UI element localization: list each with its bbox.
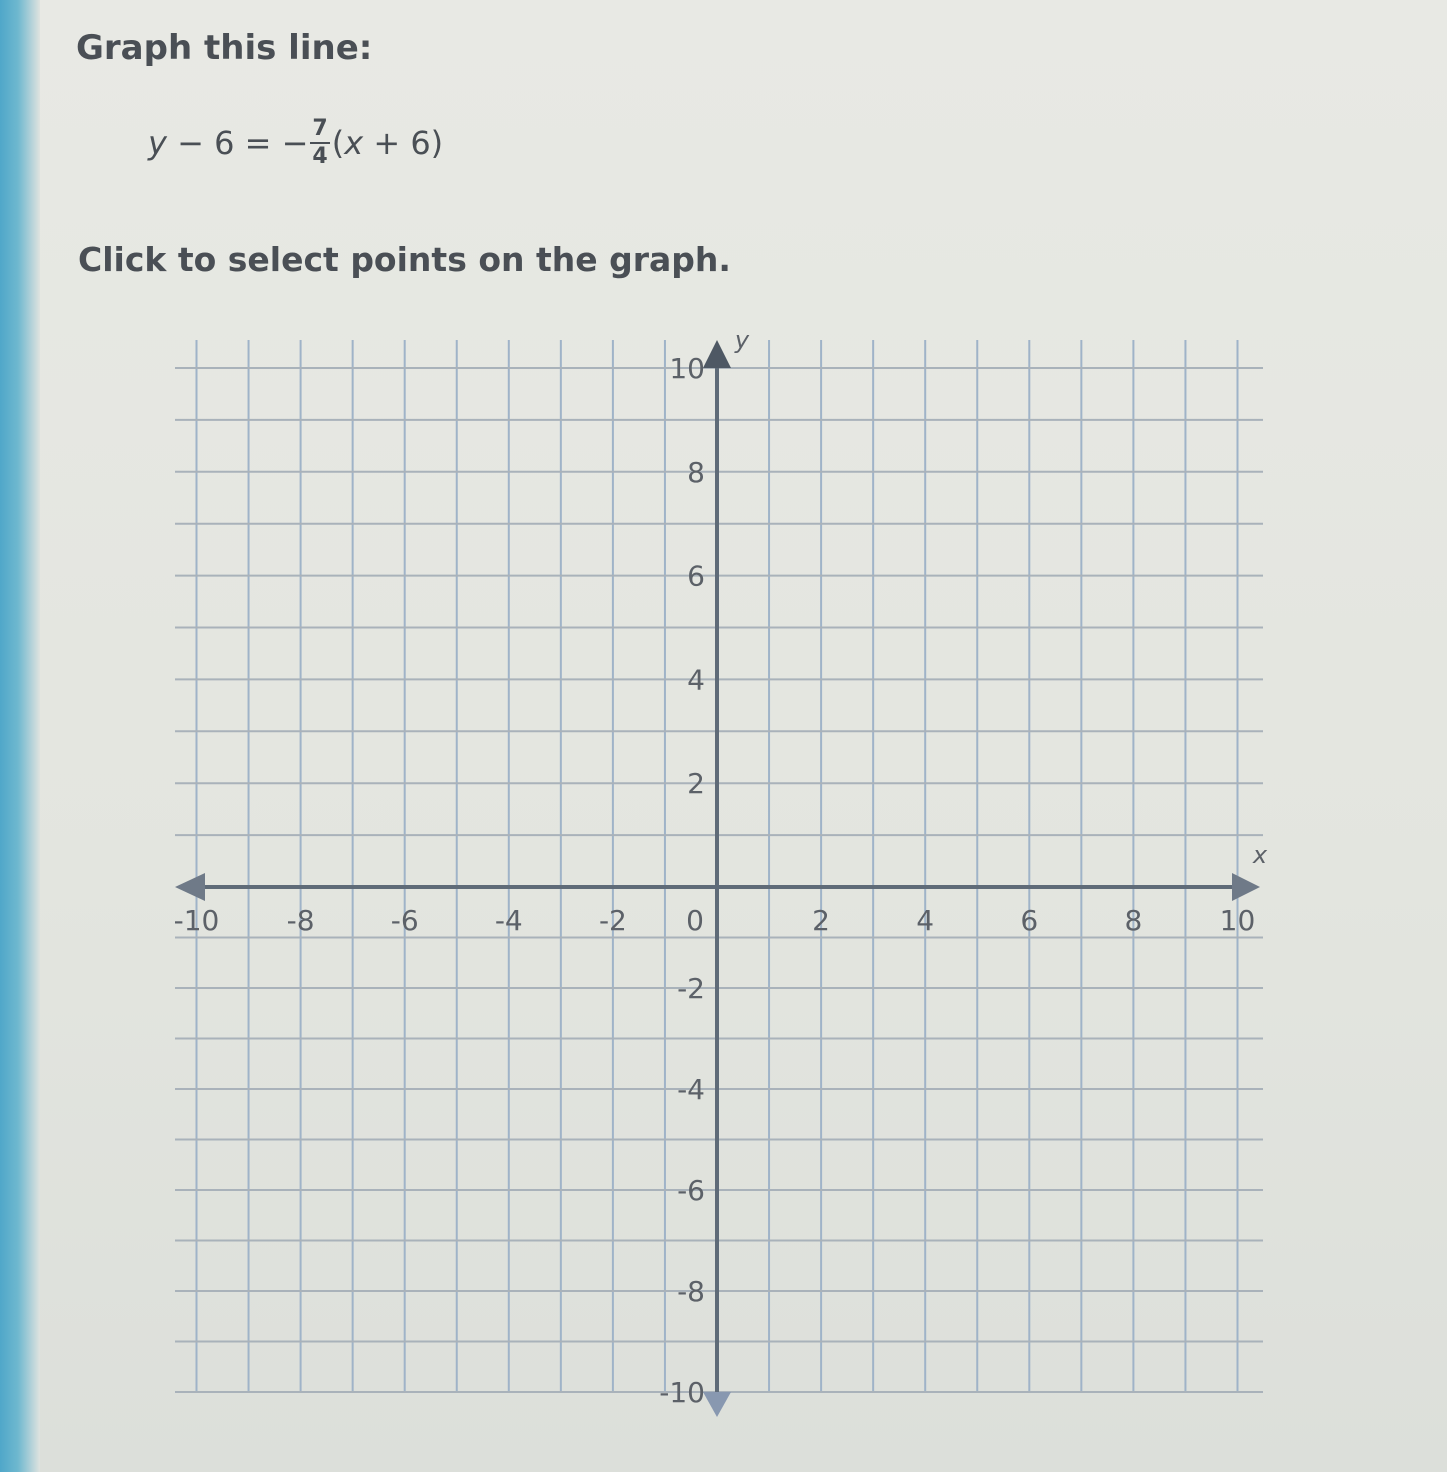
y-axis-up-arrow-icon — [703, 340, 731, 368]
y-tick-label: -8 — [677, 1275, 705, 1308]
y-tick-label: 8 — [687, 455, 705, 489]
x-tick-label: 0 — [686, 904, 704, 937]
fraction-denominator: 4 — [312, 144, 328, 169]
y-tick-label: -2 — [677, 972, 705, 1005]
x-tick-label: -4 — [494, 904, 523, 937]
y-tick-label: -6 — [677, 1174, 705, 1207]
axis-labels — [174, 326, 1268, 1409]
y-tick-label: 4 — [687, 663, 705, 697]
y-tick-label: -10 — [659, 1376, 705, 1409]
x-tick-label: 8 — [1124, 904, 1143, 937]
x-tick-label: 6 — [1020, 904, 1039, 937]
equation-rhs: + 6) — [363, 124, 444, 162]
fraction-numerator: 7 — [310, 118, 329, 144]
x-tick-label: 4 — [916, 904, 935, 937]
y-tick-label: 6 — [687, 559, 705, 593]
question-title: Graph this line: — [76, 28, 373, 68]
x-tick-label: -2 — [598, 904, 627, 937]
x-tick-label: 2 — [812, 904, 831, 937]
equation-open-paren: ( — [331, 124, 345, 162]
y-axis-label: y — [734, 326, 750, 354]
y-tick-label: 10 — [669, 352, 705, 385]
y-tick-label: -4 — [677, 1073, 705, 1106]
x-axis-left-arrow-icon — [175, 873, 205, 901]
axes — [175, 340, 1260, 1417]
equation-x-var: x — [344, 124, 364, 162]
equation-y-var: y — [148, 124, 167, 162]
x-tick-label: -8 — [286, 904, 315, 937]
x-axis-right-arrow-icon — [1232, 873, 1260, 901]
x-axis-label: x — [1252, 841, 1268, 869]
instruction-text: Click to select points on the graph. — [78, 240, 731, 279]
equation-lhs: − 6 = − — [166, 124, 309, 162]
y-tick-label: 2 — [687, 767, 705, 801]
x-tick-label: -6 — [390, 904, 419, 937]
x-tick-label: 10 — [1219, 904, 1256, 937]
x-tick-label: -10 — [173, 904, 220, 937]
y-axis-down-arrow-icon — [703, 1392, 731, 1417]
